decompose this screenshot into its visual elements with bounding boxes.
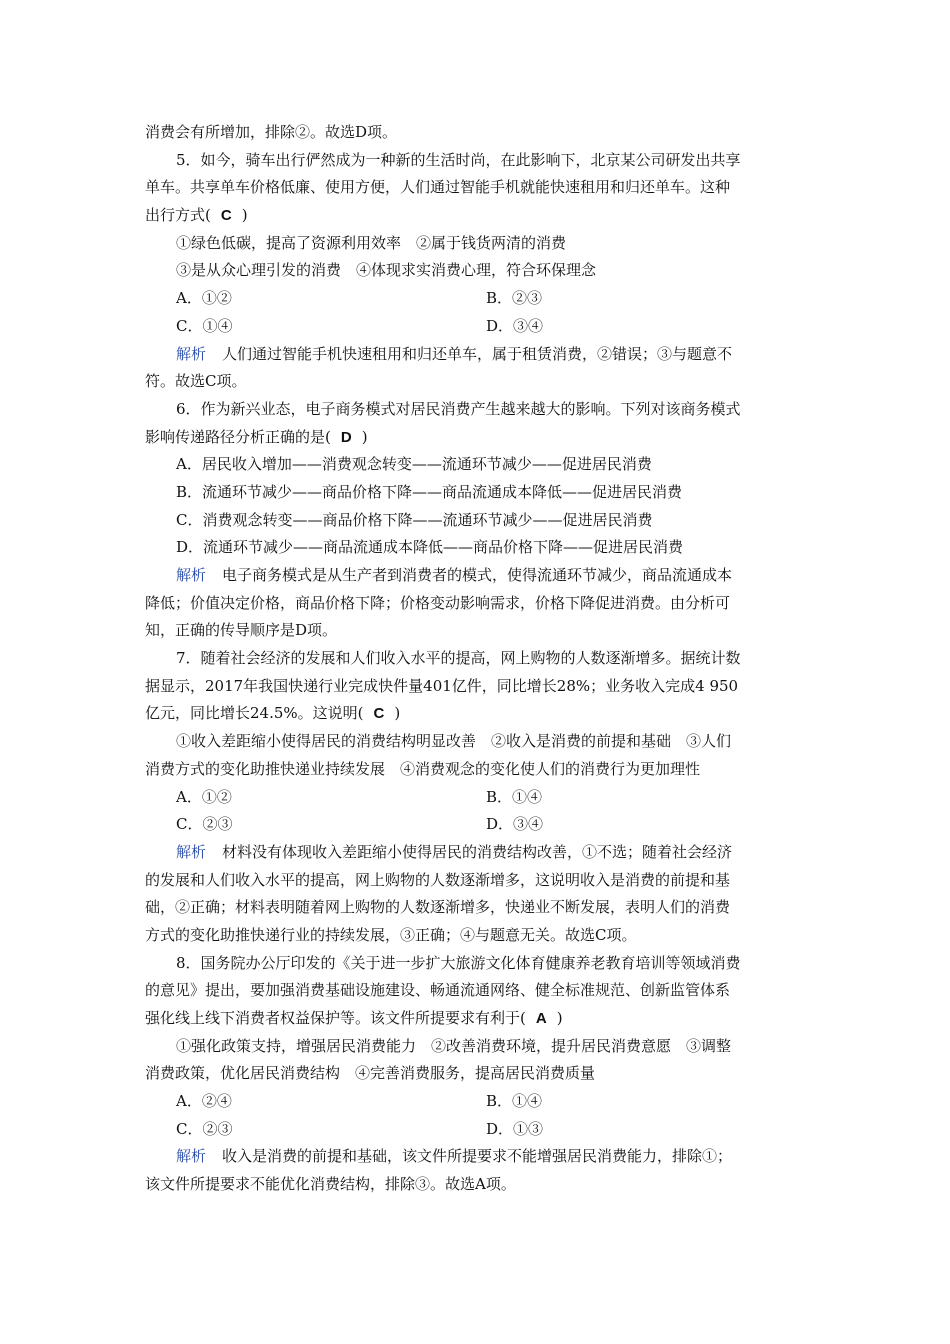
question-stem-line: 8．国务院办公厅印发的《关于进一步扩大旅游文化体育健康养老教育培训等领域消费 (176, 953, 741, 972)
question-7 (145, 645, 810, 950)
option-c: C．①④ (176, 316, 233, 335)
analysis-line: 知，正确的传导顺序是D项。 (145, 621, 338, 640)
question-stem-text: 出行方式( (145, 206, 211, 225)
analysis-text: 人们通过智能手机快速租用和归还单车，属于租赁消费，②错误；③与题意不 (222, 344, 733, 363)
question-stem-text: 强化线上线下消费者权益保护等。该文件所提要求有利于( (145, 1009, 526, 1027)
answer-letter: A (535, 1010, 547, 1027)
option-row (145, 313, 810, 341)
option-a: A．②④ (176, 1092, 232, 1111)
option-d: D．③④ (486, 316, 544, 335)
analysis-line: 符。故选C项。 (145, 372, 247, 391)
option-c: C．②③ (176, 815, 233, 834)
question-stem-line: 5．如今，骑车出行俨然成为一种新的生活时尚，在此影响下，北京某公司研发出共享 (176, 150, 741, 169)
question-stem-line: 7．随着社会经济的发展和人们收入水平的提高，网上购物的人数逐渐增多。据统计数 (176, 649, 741, 668)
analysis-label: 解析 (176, 566, 207, 584)
option-b: B．①④ (486, 787, 543, 806)
question-stem-line: 据显示，2017年我国快递行业完成快件量401亿件，同比增长28%；业务收入完成4 950 (145, 676, 739, 695)
option-d: D．①③ (486, 1119, 544, 1138)
question-8 (145, 950, 810, 1199)
statement-line: ①收入差距缩小使得居民的消费结构明显改善 ②收入是消费的前提和基础 ③人们 (176, 732, 732, 751)
answer-letter: C (220, 207, 232, 225)
option-a: A．居民收入增加——消费观念转变——流通环节减少——促进居民消费 (176, 455, 652, 474)
question-stem-last-line (145, 1005, 810, 1033)
question-stem-text: 亿元，同比增长24.5%。这说明( (145, 704, 364, 723)
option-row (145, 784, 810, 812)
close-paren: ) (241, 206, 248, 225)
option-d: D．③④ (486, 815, 544, 834)
analysis-label: 解析 (176, 344, 207, 363)
analysis-line: 础，②正确；材料表明随着网上购物的人数逐渐增多，快递业不断发展，表明人们的消费 (145, 898, 731, 917)
analysis-line: 降低；价值决定价格，商品价格下降；价格变动影响需求，价格下降促进消费。由分析可 (145, 593, 731, 612)
close-paren: ) (361, 427, 368, 446)
statement-line: 消费方式的变化助推快递业持续发展 ④消费观念的变化使人们的消费行为更加理性 (145, 759, 701, 778)
intro-line: 消费会有所增加，排除②。故选D项。 (145, 123, 398, 141)
analysis-label: 解析 (176, 842, 207, 861)
analysis-line: 该文件所提要求不能优化消费结构，排除③。故选A项。 (145, 1175, 516, 1194)
analysis-text: 电子商务模式是从生产者到消费者的模式，使得流通环节减少，商品流通成本 (222, 566, 733, 584)
statement-line: 消费政策，优化居民消费结构 ④完善消费服务，提高居民消费质量 (145, 1064, 596, 1083)
option-c: C．②③ (176, 1119, 233, 1138)
question-stem-line: 单车。共享单车价格低廉、使用方便，人们通过智能手机就能快速租用和归还单车。这种 (145, 178, 731, 197)
statement-line: ①绿色低碳，提高了资源利用效率 ②属于钱货两清的消费 (176, 233, 567, 252)
analysis-text: 材料没有体现收入差距缩小使得居民的消费结构改善，①不选；随着社会经济 (222, 842, 733, 861)
option-row (145, 811, 810, 839)
answer-letter: D (340, 428, 352, 446)
answer-letter: C (373, 705, 385, 723)
question-stem-last-line (145, 202, 810, 230)
statement-line: ③是从众心理引发的消费 ④体现求实消费心理，符合环保理念 (176, 261, 597, 280)
question-5 (145, 147, 810, 396)
option-b: B．①④ (486, 1092, 543, 1111)
option-a: A．①② (176, 787, 232, 806)
analysis-text: 收入是消费的前提和基础，该文件所提要求不能增强居民消费能力，排除①； (222, 1147, 733, 1166)
option-row (145, 1088, 810, 1116)
option-b: B．流通环节减少——商品价格下降——商品流通成本降低——促进居民消费 (176, 482, 683, 501)
analysis-line (145, 839, 810, 867)
question-stem-line: 6．作为新兴业态，电子商务模式对居民消费产生越来越大的影响。下列对该商务模式 (176, 399, 741, 418)
analysis-line: 方式的变化助推快递行业的持续发展，③正确；④与题意无关。故选C项。 (145, 925, 637, 944)
question-stem-text: 影响传递路径分析正确的是( (145, 427, 331, 446)
analysis-line (145, 341, 810, 369)
option-row (145, 285, 810, 313)
option-d: D．流通环节减少——商品流通成本降低——商品价格下降——促进居民消费 (176, 538, 684, 557)
option-a: A．①② (176, 289, 232, 308)
question-6 (145, 396, 810, 645)
question-stem-line: 的意见》提出，要加强消费基础设施建设、畅通流通网络、健全标准规范、创新监管体系 (145, 981, 731, 1000)
analysis-label: 解析 (176, 1147, 207, 1166)
option-b: B．②③ (486, 289, 543, 308)
question-stem-last-line (145, 700, 810, 728)
analysis-line (145, 1143, 810, 1171)
analysis-line (145, 562, 810, 590)
question-stem-last-line (145, 424, 810, 452)
option-row (145, 1116, 810, 1144)
close-paren: ) (394, 704, 401, 723)
statement-line: ①强化政策支持，增强居民消费能力 ②改善消费环境，提升居民消费意愿 ③调整 (176, 1036, 732, 1055)
option-c: C．消费观念转变——商品价格下降——流通环节减少——促进居民消费 (176, 510, 653, 529)
close-paren: ) (556, 1009, 563, 1027)
analysis-line: 的发展和人们收入水平的提高，网上购物的人数逐渐增多，这说明收入是消费的前提和基 (145, 870, 731, 889)
